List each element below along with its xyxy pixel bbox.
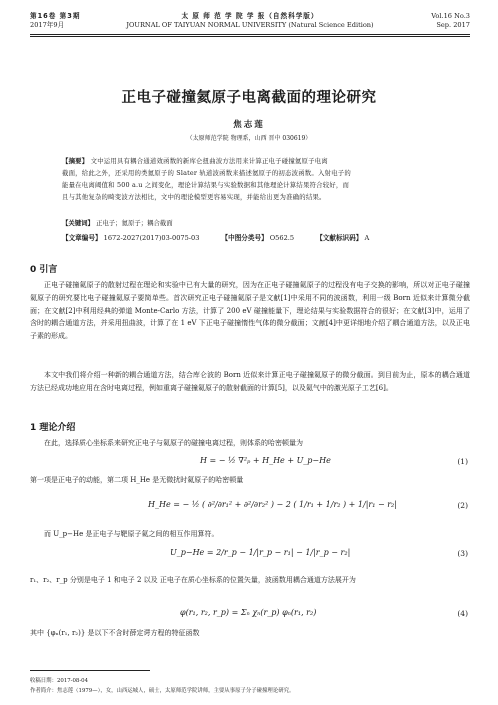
theory-line-1: 在此，选择质心坐标系来研究正电子与氦原子的碰撞电离过程，则体系的哈密顿量为 [44,439,303,447]
article-no: 1672-2027(2017)03-0075-03 [103,234,200,242]
article-no-label: 【文章编号】 [62,234,102,242]
journal-name-en: JOURNAL OF TAIYUAN NORMAL UNIVERSITY (Natural Science Edition) [126,21,374,29]
theory-line-3: 而 U_p−He 是正电子与靶原子氦之间的相互作用算符。 [44,530,219,538]
equation-2-number: (2) [457,501,468,510]
clc-label: 【中图分类号】 [221,234,268,242]
footnote-author-bio: 作者简介：焦志莲（1979—），女，山西运城人，硕士，太原师范学院讲师，主要从事原子分子碰撞理论研究。 [30,688,295,694]
abstract-line: 文中运用具有耦合通道效函数的新库仑扭曲波方法用来计算正电子碰撞氦原子电离 [90,157,328,165]
header-rule-top [30,34,470,35]
abstract [62,155,440,203]
equation-2: H_He = − ½ ( ∂²/∂r₁² + ∂²/∂r₂² ) − 2 ( 1/r₁ + 1/r₂ ) + 1/|r₁ − r₂| [148,500,397,509]
doc-code-label: 【文献标识码】 [316,234,363,242]
vol-en: Vol.16 No.3 [431,12,470,20]
theory-line-5: 其中 {φₙ(r₁, r₂)} 是以下不含时薛定谔方程的特征函数 [30,629,200,637]
footnote-rule [30,670,150,671]
vol-issue-cn: 第16卷 第3期 [30,12,81,20]
paper-title: 正电子碰撞氦原子电离截面的理论研究 [121,90,377,106]
article-meta [62,232,440,242]
section-heading-theory: 1 理论介绍 [30,423,76,433]
equation-3-number: (3) [457,549,468,558]
journal-name-cn: 太 原 师 范 学 院 学 报（自然科学版） [181,12,319,20]
paper-author: 焦志莲 [233,120,265,130]
abstract-line: 截面，给此之外，还采用的类氦原子的 Slater 轨道波函数来描述氦原子的初态波函数。入射电子的 [62,169,351,177]
section-heading-intro: 0 引言 [30,265,58,275]
abstract-label: 【摘要】 [62,157,89,165]
equation-1: H = − ½ ∇²ₚ + H_He + U_p−He [200,456,331,465]
clc-code: O562.5 [269,234,295,242]
author-affiliation: （太原师范学院 物理系，山西 晋中 030619） [186,135,312,142]
footnote-received: 收稿日期：2017-08-04 [30,678,89,684]
date-cn: 2017年9月 [30,21,65,29]
header-right [431,12,470,30]
equation-1-number: (1) [457,457,468,466]
theory-line-2: 第一项是正电子的动能，第二项 H_He 是无微扰时氦原子的哈密顿量 [30,476,244,484]
equation-4: φ(r₁, r₂, r_p) = Σₙ χₙ(r_p) φₙ(r₁, r₂) [180,608,317,617]
equation-4-number: (4) [457,609,468,618]
keywords [62,218,440,227]
date-en: Sep. 2017 [436,21,470,29]
abstract-line: 且与其他复杂的畸变波方法相比，文中的理论模型更容易实现，并能给出更为准确的结果。 [62,193,326,201]
equation-3: U_p−He = 2/r_p − 1/|r_p − r₁| − 1/|r_p − r₂| [170,548,351,557]
theory-line-4: r₁、r₂、r_p 分别是电子 1 和电子 2 以及 正电子在质心坐标系的位置矢量，波函数用耦合通道方法展开为 [30,576,356,584]
abstract-line: 能量在电离阈值和 500 a.u 之间变化，理论计算结果与实验数据和其他理论计算结果符合较好，而 [62,181,350,189]
intro-paragraph-1: 正电子碰撞氦原子的散射过程在理论和实验中已有大量的研究，因为在正电子碰撞氦原子的过程没有电子交换的影响，所以对正电子碰撞氦原子的研究要比电子碰撞氦原子要简单些。首次研究正电子碰撞氦原子是文献[1]中采用不同的波函数，利用一级 Born 近似来计算微分截面；在文献[2]中利用经典的弹道 Monte-Carlo 方法，计算了 200 eV 碰撞能量下，理论结果与实验数据符合的很好；在文献[3]中，运用了含时的耦合通道方法，并采用扭曲波，计算了在 1 eV 下正电子碰撞惰性气体的微分截面；文献[4]中更详细地介绍了耦合通道方法，以及正电子素的形成。 [30,281,470,341]
header-center [30,12,470,30]
header-rule-bottom [30,36,470,37]
keywords-text: 正电子；氦原子；耦合截面 [96,219,173,227]
keywords-label: 【关键词】 [62,219,94,227]
doc-code: A [364,234,370,242]
intro-paragraph-2: 本文中我们将介绍一种新的耦合通道方法，结合库仑波的 Born 近似来计算正电子碰撞氦原子的微分截面。到目前为止，原本的耦合通道方法已经成功地应用在含时电离过程，例如重离子碰撞氦原子的散射截面的计算[5]，以及氦气中的激光原子工艺[6]。 [30,371,470,392]
